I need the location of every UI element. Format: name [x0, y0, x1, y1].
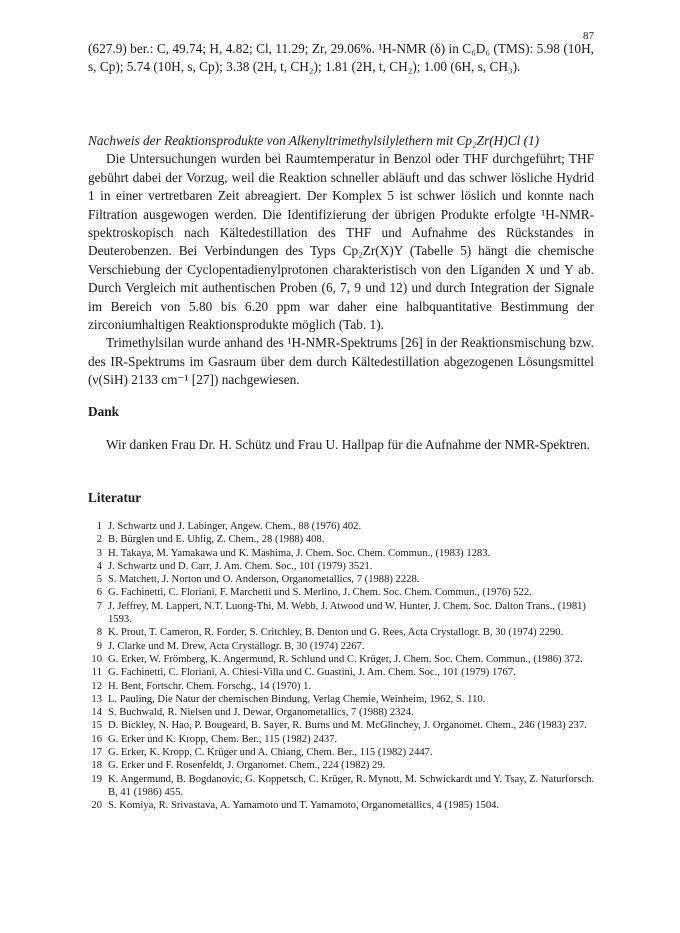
section-block	[88, 132, 594, 390]
analysis-text: (627.9) ber.: C, 49.74; H, 4.82; Cl, 11.29; Zr, 29.06%. ¹H-NMR (δ) in C₆D₆ (TMS): 5.98 (10H, s, Cp); 5.74 (10H, s, Cp); 3.38 (2H, t, CH₂); 1.81 (2H, t, CH₂); 1.00 (6H, s, CH₃).	[88, 41, 594, 75]
reference-item	[88, 586, 598, 599]
reference-text: G. Erker, K. Kropp, C. Krüger und A. Chiang, Chem. Ber., 115 (1982) 2447.	[108, 747, 433, 759]
reference-text: G. Fachinetti, C. Floriani, A. Chiesi-Villa und C. Guastini, J. Am. Chem. Soc., 101 (1979) 1767.	[108, 667, 516, 679]
reference-number: 5	[96, 574, 102, 586]
reference-item	[88, 706, 598, 719]
reference-number: 17	[91, 747, 102, 759]
reference-number: 9	[96, 640, 102, 652]
reference-number: 14	[91, 707, 102, 719]
body-paragraph-2: Trimethylsilan wurde anhand des ¹H-NMR-Spektrums [26] in der Reaktionsmischung bzw. des IR-Spektrums im Gasraum über dem durch Kältedestillation abgezogenen Lösungsmittel (ν(SiH) 2133 cm⁻¹ [27]) nachgewiesen.	[88, 335, 594, 388]
dank-heading: Dank	[88, 404, 120, 419]
reference-number: 19	[91, 773, 102, 785]
reference-list	[88, 520, 598, 813]
reference-text: J. Schwartz und J. Labinger, Angew. Chem., 88 (1976) 402.	[108, 521, 362, 532]
reference-number: 16	[91, 733, 102, 745]
reference-item	[88, 799, 598, 812]
reference-number: 4	[96, 560, 102, 572]
reference-item	[88, 666, 598, 679]
reference-number: 15	[91, 720, 102, 732]
reference-item	[88, 573, 598, 586]
reference-text: K. Angermund, B. Bogdanovic, G. Koppetsch, C. Krüger, R. Mynott, M. Schwickardt und Y. Tsay, Z. Naturforsch. B, 41 (1986) 455.	[108, 773, 595, 798]
reference-item	[88, 653, 598, 666]
reference-text: H. Takaya, M. Yamakawa und K. Mashima, J. Chem. Soc. Chem. Commun., (1983) 1283.	[108, 547, 491, 559]
reference-item	[88, 733, 598, 746]
reference-text: K. Prout, T. Cameron, R. Forder, S. Critchley, B. Denton und G. Rees, Acta Crystallogr. B, 30 (1974) 2290.	[108, 627, 564, 639]
section-title: Nachweis der Reaktionsprodukte von Alkenyltrimethylsilylethern mit Cp₂Zr(H)Cl (1)	[88, 133, 540, 148]
dank-block	[88, 436, 594, 454]
reference-item	[88, 680, 598, 693]
reference-item	[88, 759, 598, 772]
reference-item	[88, 773, 598, 800]
reference-number: 12	[91, 680, 102, 692]
reference-text: J. Clarke und M. Drew, Acta Crystallogr. B, 30 (1974) 2267.	[108, 640, 365, 652]
body-paragraph-1: Die Untersuchungen wurden bei Raumtemperatur in Benzol oder THF durchgeführt; THF gebührt dabei der Vorzug, weil die Reaktion schneller abläuft und das schwer lösliche Hydrid 1 in einer vertretbaren Zeit abreagiert. Der Komplex 5 ist schwer löslich und konnte nach Filtration ausgewogen werden. Die Identifizierung der übrigen Produkte erfolgte ¹H-NMR-spektroskopisch nach Kältedestillation des THF und Aufnahme des Rückstandes in Deuterobenzen. Bei Verbindungen des Typs Cp₂Zr(X)Y (Tabelle 5) hängt die chemische Verschiebung der Cyclopentadienylprotonen charakteristisch von den Liganden X und Y ab. Durch Vergleich mit authentischen Proben (6, 7, 9 und 12) und durch Integration der Signale im Bereich von 5.80 bis 6.20 ppm war daher eine halbquantitative Bestimmung der zirconiumhaltigen Reaktionsprodukte möglich (Tab. 1).	[88, 151, 594, 333]
reference-text: J. Schwartz und D. Carr, J. Am. Chem. Soc., 101 (1979) 3521.	[108, 560, 373, 572]
reference-number: 8	[96, 627, 102, 639]
reference-text: B. Bürglen und E. Uhlig, Z. Chem., 28 (1988) 408.	[108, 534, 325, 546]
dank-text: Wir danken Frau Dr. H. Schütz und Frau U. Hallpap für die Aufnahme der NMR-Spektren.	[106, 437, 590, 452]
reference-text: H. Bent, Fortschr. Chem. Forschg., 14 (1970) 1.	[108, 680, 312, 692]
reference-number: 13	[91, 693, 102, 705]
reference-text: G. Erker und F. Rosenfeldt, J. Organomet. Chem., 224 (1982) 29.	[108, 760, 386, 772]
reference-item	[88, 547, 598, 560]
reference-text: J. Jeffrey, M. Lappert, N.T. Luong-Thi, M. Webb, J. Atwood und W. Hunter, J. Chem. Soc. Dalton Trans., (1981) 1593.	[108, 600, 586, 626]
reference-text: L. Pauling, Die Natur der chemischen Bindung, Verlag Chemie, Weinheim, 1962, S. 110.	[108, 693, 486, 705]
reference-text: S. Komiya, R. Srivastava, A. Yamamoto und T. Yamamoto, Organometallics, 4 (1985) 1504.	[108, 800, 500, 812]
reference-item	[88, 719, 598, 732]
reference-item	[88, 693, 598, 706]
reference-number: 6	[96, 587, 102, 599]
reference-number: 18	[91, 760, 102, 772]
page-number: 87	[583, 30, 594, 42]
reference-item	[88, 626, 598, 639]
reference-number: 1	[96, 521, 102, 532]
reference-text: G. Erker, W. Frömberg, K. Angermund, R. Schlund und C. Krüger, J. Chem. Soc. Chem. Commun., (1986) 372.	[108, 653, 583, 665]
reference-item	[88, 533, 598, 546]
reference-text: G. Fachinetti, C. Floriani, F. Marchetti und S. Merlino, J. Chem. Soc. Chem. Commun., (1976) 522.	[108, 587, 532, 599]
reference-number: 11	[91, 667, 102, 679]
reference-text: G. Erker und K. Kropp, Chem. Ber., 115 (1982) 2437.	[108, 733, 338, 745]
reference-item	[88, 560, 598, 573]
reference-number: 2	[96, 534, 102, 546]
reference-number: 10	[91, 653, 102, 665]
literatur-heading: Literatur	[88, 490, 142, 505]
reference-item	[88, 746, 598, 759]
reference-text: S. Buchwald, R. Nielsen und J. Dewar, Organometallics, 7 (1988) 2324.	[108, 707, 414, 719]
reference-text: S. Matchett, J. Norton und O. Anderson, Organometallics, 7 (1988) 2228.	[108, 574, 420, 586]
reference-number: 3	[96, 547, 102, 559]
reference-text: D. Bickley, N. Hao, P. Bougeard, B. Sayer, R. Burns und M. McGlinchey, J. Organomet. Chem., 246 (1983) 237.	[108, 720, 587, 732]
reference-number: 20	[91, 800, 102, 812]
reference-number: 7	[96, 600, 102, 612]
reference-item	[88, 520, 598, 533]
analysis-paragraph	[88, 40, 594, 77]
reference-item	[88, 600, 598, 627]
reference-item	[88, 640, 598, 653]
